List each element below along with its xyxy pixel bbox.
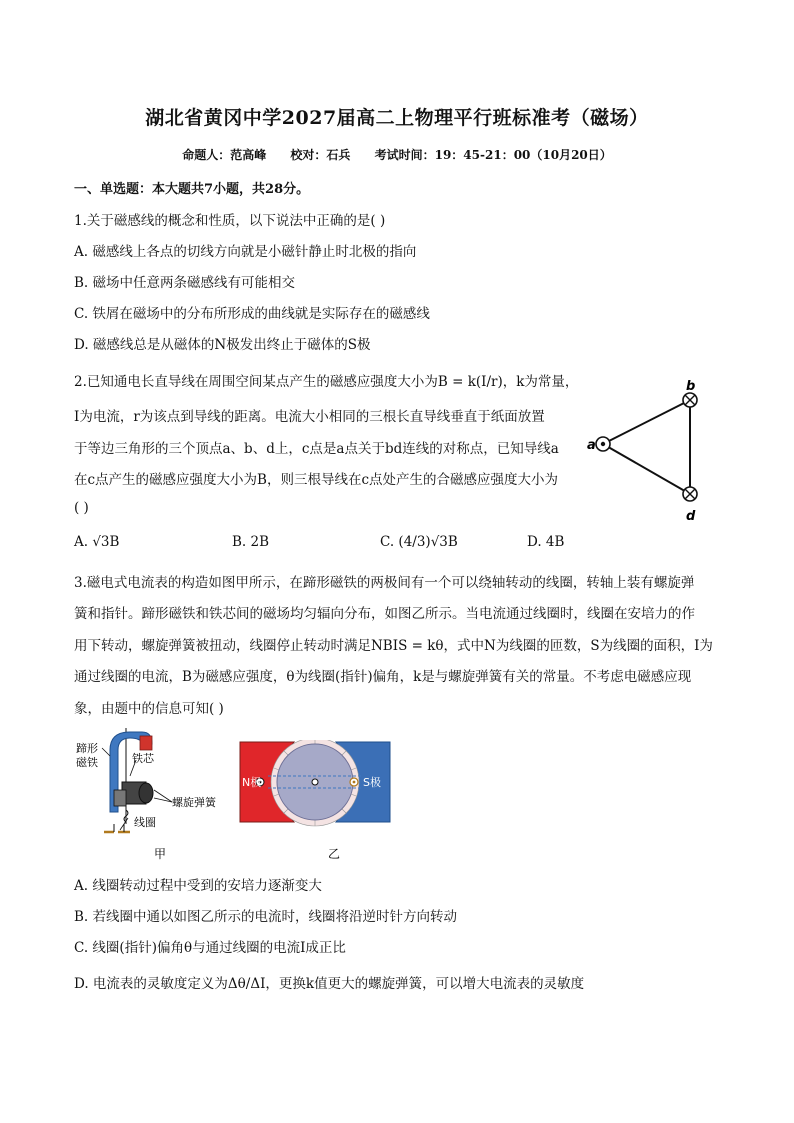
q3-option-c: C. 线圈(指针)偏角θ与通过线圈的电流I成正比 xyxy=(74,940,346,956)
label-a: a xyxy=(587,438,596,453)
q2-option-b: B. 2B xyxy=(232,534,270,550)
q3-option-d: D. 电流表的灵敏度定义为Δθ/ΔI，更换k值更大的螺旋弹簧，可以增大电流表的灵敏度 xyxy=(74,976,585,992)
q3-line-4: 通过线圈的电流，B为磁感应强度，θ为线圈(指针)偏角，k是与螺旋弹簧有关的常量。不考虑电磁感应现 xyxy=(74,669,692,685)
section-heading: 一、单选题：本大题共7小题，共28分。 xyxy=(74,182,310,197)
galvanometer-figure-jia xyxy=(74,724,224,864)
q2-line-5: ( ) xyxy=(74,500,89,516)
label-spring: 螺旋弹簧 xyxy=(172,796,216,809)
q3-line-5: 象，由题中的信息可知( ) xyxy=(74,701,224,717)
setter-text: 命题人：范高峰 xyxy=(182,148,267,162)
q2-line-4: 在c点产生的磁感应强度大小为B，则三根导线在c点处产生的合磁感应强度大小为 xyxy=(74,472,559,488)
q3-line-2: 簧和指针。蹄形磁铁和铁芯间的磁场均匀辐向分布，如图乙所示。当电流通过线圈时，线圈在安培力的作 xyxy=(74,606,695,622)
q2-option-d: D. 4B xyxy=(527,534,565,550)
caption-yi: 乙 xyxy=(328,847,341,861)
q1-option-a: A. 磁感线上各点的切线方向就是小磁针静止时北极的指向 xyxy=(74,244,417,260)
label-magnet: 蹄形 xyxy=(76,742,98,755)
checker-text: 校对：石兵 xyxy=(290,148,351,162)
q1-option-b: B. 磁场中任意两条磁感线有可能相交 xyxy=(74,275,296,291)
q2-line-1: 2.已知通电长直导线在周围空间某点产生的磁感应强度大小为B = k(I/r)，k为常量， xyxy=(74,374,579,390)
label-d: d xyxy=(686,509,696,524)
q3-line-3: 用下转动，螺旋弹簧被扭动，线圈停止转动时满足NBIS = kθ，式中N为线圈的匝数，S为线圈的面积，I为 xyxy=(74,638,713,654)
label-b: b xyxy=(686,380,696,394)
exam-meta xyxy=(0,146,794,163)
label-south: S极 xyxy=(363,776,381,789)
label-coil: 线圈 xyxy=(134,816,156,829)
q2-line-2: I为电流，r为该点到导线的距离。电流大小相同的三根长直导线垂直于纸面放置 xyxy=(74,409,545,425)
page-title: 湖北省黄冈中学2027届高二上物理平行班标准考（磁场） xyxy=(145,107,649,129)
exam-time-text: 考试时间：19：45-21：00（10月20日） xyxy=(374,148,612,162)
radial-field-figure-yi xyxy=(238,740,398,864)
label-north: N极 xyxy=(242,776,262,789)
wire-a-out-of-page xyxy=(596,437,610,451)
wire-d-into-page xyxy=(683,487,697,501)
svg-text:磁铁: 磁铁 xyxy=(76,756,98,769)
q2-line-3: 于等边三角形的三个顶点a、b、d上，c点是a点关于bd连线的对称点，已知导线a xyxy=(74,441,559,457)
q2-option-c: C. (4/3)√3B xyxy=(380,534,458,550)
q3-line-1: 3.磁电式电流表的构造如图甲所示，在蹄形磁铁的两极间有一个可以绕轴转动的线圈，转轴上装有螺旋弹 xyxy=(74,575,695,591)
q3-option-a: A. 线圈转动过程中受到的安培力逐渐变大 xyxy=(74,878,322,894)
caption-jia: 甲 xyxy=(154,847,167,861)
triangle-figure xyxy=(585,380,715,525)
q1-stem: 1.关于磁感线的概念和性质，以下说法中正确的是( ) xyxy=(74,213,386,229)
q1-option-d: D. 磁感线总是从磁体的N极发出终止于磁体的S极 xyxy=(74,337,371,353)
q2-option-a: A. √3B xyxy=(74,534,120,550)
q3-option-b: B. 若线圈中通以如图乙所示的电流时，线圈将沿逆时针方向转动 xyxy=(74,909,458,925)
wire-b-into-page xyxy=(683,393,697,407)
label-core: 铁芯 xyxy=(132,752,154,765)
q1-option-c: C. 铁屑在磁场中的分布所形成的曲线就是实际存在的磁感线 xyxy=(74,306,430,322)
